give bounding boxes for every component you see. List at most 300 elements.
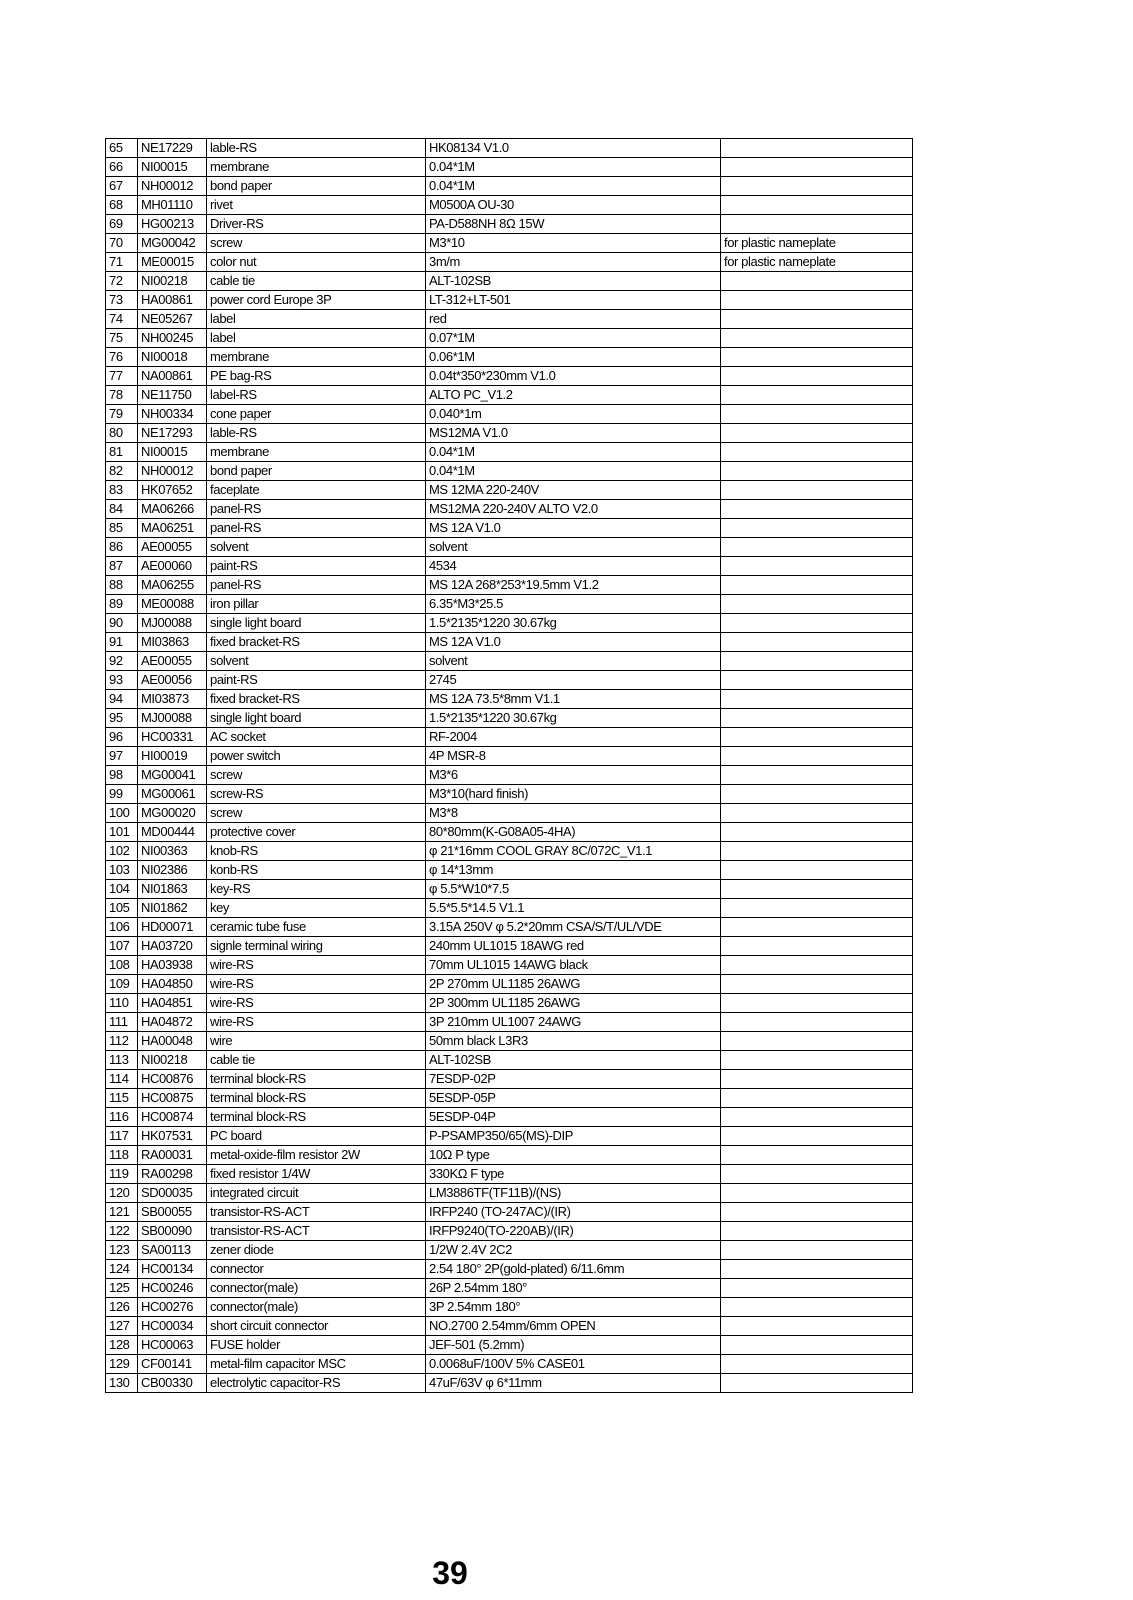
item-number-cell: 79 — [106, 405, 138, 424]
item-number-cell: 65 — [106, 139, 138, 158]
specification-cell: MS12MA 220-240V ALTO V2.0 — [426, 500, 721, 519]
table-row — [106, 1241, 913, 1260]
table-row — [106, 823, 913, 842]
part-code-cell: MG00020 — [138, 804, 207, 823]
item-number-cell: 71 — [106, 253, 138, 272]
table-row — [106, 1374, 913, 1393]
item-number-cell: 68 — [106, 196, 138, 215]
part-name-cell: membrane — [207, 443, 426, 462]
part-code-cell: HC00246 — [138, 1279, 207, 1298]
part-code-cell: NI00015 — [138, 158, 207, 177]
part-name-cell: solvent — [207, 538, 426, 557]
part-name-cell: wire-RS — [207, 975, 426, 994]
table-row — [106, 215, 913, 234]
table-row — [106, 842, 913, 861]
part-name-cell: fixed resistor 1/4W — [207, 1165, 426, 1184]
table-row — [106, 1336, 913, 1355]
table-row — [106, 329, 913, 348]
item-number-cell: 129 — [106, 1355, 138, 1374]
item-number-cell: 124 — [106, 1260, 138, 1279]
part-code-cell: NI01862 — [138, 899, 207, 918]
specification-cell: LT-312+LT-501 — [426, 291, 721, 310]
part-code-cell: HC00874 — [138, 1108, 207, 1127]
specification-cell: 7ESDP-02P — [426, 1070, 721, 1089]
part-name-cell: connector — [207, 1260, 426, 1279]
table-row — [106, 633, 913, 652]
remark-cell — [721, 1241, 913, 1260]
item-number-cell: 95 — [106, 709, 138, 728]
item-number-cell: 102 — [106, 842, 138, 861]
remark-cell — [721, 500, 913, 519]
specification-cell: 50mm black L3R3 — [426, 1032, 721, 1051]
remark-cell — [721, 158, 913, 177]
item-number-cell: 109 — [106, 975, 138, 994]
specification-cell: 0.07*1M — [426, 329, 721, 348]
remark-cell — [721, 1298, 913, 1317]
item-number-cell: 76 — [106, 348, 138, 367]
part-name-cell: cable tie — [207, 1051, 426, 1070]
part-code-cell: CF00141 — [138, 1355, 207, 1374]
part-name-cell: wire-RS — [207, 994, 426, 1013]
remark-cell — [721, 1051, 913, 1070]
specification-cell: 47uF/63V φ 6*11mm — [426, 1374, 721, 1393]
item-number-cell: 98 — [106, 766, 138, 785]
remark-cell — [721, 1127, 913, 1146]
specification-cell: 2.54 180° 2P(gold-plated) 6/11.6mm — [426, 1260, 721, 1279]
part-name-cell: power switch — [207, 747, 426, 766]
part-code-cell: SA00113 — [138, 1241, 207, 1260]
remark-cell — [721, 652, 913, 671]
item-number-cell: 101 — [106, 823, 138, 842]
part-code-cell: MD00444 — [138, 823, 207, 842]
remark-cell — [721, 538, 913, 557]
specification-cell: 5ESDP-04P — [426, 1108, 721, 1127]
remark-cell — [721, 481, 913, 500]
part-code-cell: NI02386 — [138, 861, 207, 880]
specification-cell: φ 14*13mm — [426, 861, 721, 880]
table-row — [106, 405, 913, 424]
remark-cell — [721, 633, 913, 652]
specification-cell: 3P 210mm UL1007 24AWG — [426, 1013, 721, 1032]
table-row — [106, 386, 913, 405]
part-name-cell: paint-RS — [207, 557, 426, 576]
table-row — [106, 899, 913, 918]
remark-cell — [721, 1146, 913, 1165]
part-name-cell: terminal block-RS — [207, 1108, 426, 1127]
part-name-cell: metal-oxide-film resistor 2W — [207, 1146, 426, 1165]
item-number-cell: 72 — [106, 272, 138, 291]
part-name-cell: screw — [207, 804, 426, 823]
part-code-cell: NE17293 — [138, 424, 207, 443]
item-number-cell: 89 — [106, 595, 138, 614]
part-code-cell: MH01110 — [138, 196, 207, 215]
part-code-cell: SB00090 — [138, 1222, 207, 1241]
part-code-cell: NH00012 — [138, 462, 207, 481]
table-row — [106, 1146, 913, 1165]
part-code-cell: HG00213 — [138, 215, 207, 234]
specification-cell: 0.04*1M — [426, 443, 721, 462]
remark-cell — [721, 1184, 913, 1203]
item-number-cell: 66 — [106, 158, 138, 177]
part-code-cell: MI03873 — [138, 690, 207, 709]
part-code-cell: RA00298 — [138, 1165, 207, 1184]
remark-cell — [721, 861, 913, 880]
specification-cell: 3m/m — [426, 253, 721, 272]
parts-table — [105, 138, 913, 1393]
specification-cell: 5ESDP-05P — [426, 1089, 721, 1108]
part-name-cell: single light board — [207, 709, 426, 728]
part-name-cell: zener diode — [207, 1241, 426, 1260]
page-number: 39 — [432, 1555, 468, 1591]
item-number-cell: 84 — [106, 500, 138, 519]
specification-cell: MS 12A 73.5*8mm V1.1 — [426, 690, 721, 709]
part-name-cell: membrane — [207, 158, 426, 177]
table-row — [106, 557, 913, 576]
part-name-cell: screw — [207, 766, 426, 785]
remark-cell — [721, 139, 913, 158]
specification-cell: 4P MSR-8 — [426, 747, 721, 766]
item-number-cell: 81 — [106, 443, 138, 462]
part-name-cell: lable-RS — [207, 424, 426, 443]
specification-cell: 80*80mm(K-G08A05-4HA) — [426, 823, 721, 842]
table-row — [106, 1298, 913, 1317]
table-row — [106, 1279, 913, 1298]
part-code-cell: AE00055 — [138, 652, 207, 671]
part-code-cell: ME00015 — [138, 253, 207, 272]
specification-cell: P-PSAMP350/65(MS)-DIP — [426, 1127, 721, 1146]
part-code-cell: NI00015 — [138, 443, 207, 462]
part-name-cell: panel-RS — [207, 519, 426, 538]
item-number-cell: 91 — [106, 633, 138, 652]
item-number-cell: 92 — [106, 652, 138, 671]
remark-cell — [721, 329, 913, 348]
part-code-cell: NE11750 — [138, 386, 207, 405]
part-name-cell: integrated circuit — [207, 1184, 426, 1203]
specification-cell: MS12MA V1.0 — [426, 424, 721, 443]
specification-cell: M3*10 — [426, 234, 721, 253]
part-code-cell: NI00218 — [138, 1051, 207, 1070]
part-name-cell: paint-RS — [207, 671, 426, 690]
table-row — [106, 1070, 913, 1089]
table-row — [106, 1108, 913, 1127]
specification-cell: M3*10(hard finish) — [426, 785, 721, 804]
part-code-cell: HD00071 — [138, 918, 207, 937]
specification-cell: 2745 — [426, 671, 721, 690]
part-code-cell: MJ00088 — [138, 709, 207, 728]
remark-cell — [721, 1070, 913, 1089]
table-row — [106, 1184, 913, 1203]
specification-cell: 0.04*1M — [426, 462, 721, 481]
table-row — [106, 880, 913, 899]
specification-cell: 0.04*1M — [426, 158, 721, 177]
specification-cell: LM3886TF(TF11B)/(NS) — [426, 1184, 721, 1203]
table-row — [106, 747, 913, 766]
part-name-cell: electrolytic capacitor-RS — [207, 1374, 426, 1393]
item-number-cell: 113 — [106, 1051, 138, 1070]
part-name-cell: cable tie — [207, 272, 426, 291]
part-name-cell: membrane — [207, 348, 426, 367]
item-number-cell: 125 — [106, 1279, 138, 1298]
specification-cell: HK08134 V1.0 — [426, 139, 721, 158]
remark-cell — [721, 671, 913, 690]
parts-table-body — [106, 139, 913, 1393]
part-code-cell: MG00041 — [138, 766, 207, 785]
part-code-cell: NI00218 — [138, 272, 207, 291]
part-name-cell: iron pillar — [207, 595, 426, 614]
table-row — [106, 709, 913, 728]
part-name-cell: PE bag-RS — [207, 367, 426, 386]
item-number-cell: 86 — [106, 538, 138, 557]
remark-cell — [721, 899, 913, 918]
part-name-cell: single light board — [207, 614, 426, 633]
part-code-cell: HC00034 — [138, 1317, 207, 1336]
specification-cell: M0500A OU-30 — [426, 196, 721, 215]
specification-cell: PA-D588NH 8Ω 15W — [426, 215, 721, 234]
item-number-cell: 73 — [106, 291, 138, 310]
specification-cell: 6.35*M3*25.5 — [426, 595, 721, 614]
part-name-cell: key-RS — [207, 880, 426, 899]
table-row — [106, 595, 913, 614]
part-code-cell: NE17229 — [138, 139, 207, 158]
remark-cell — [721, 880, 913, 899]
remark-cell — [721, 1108, 913, 1127]
part-code-cell: HI00019 — [138, 747, 207, 766]
part-name-cell: FUSE holder — [207, 1336, 426, 1355]
part-code-cell: MA06255 — [138, 576, 207, 595]
item-number-cell: 104 — [106, 880, 138, 899]
item-number-cell: 105 — [106, 899, 138, 918]
part-name-cell: bond paper — [207, 177, 426, 196]
part-name-cell: wire — [207, 1032, 426, 1051]
item-number-cell: 120 — [106, 1184, 138, 1203]
part-name-cell: key — [207, 899, 426, 918]
table-row — [106, 177, 913, 196]
remark-cell — [721, 975, 913, 994]
table-row — [106, 918, 913, 937]
part-code-cell: AE00056 — [138, 671, 207, 690]
remark-cell — [721, 1089, 913, 1108]
table-row — [106, 1051, 913, 1070]
remark-cell — [721, 367, 913, 386]
table-row — [106, 367, 913, 386]
specification-cell: 5.5*5.5*14.5 V1.1 — [426, 899, 721, 918]
part-name-cell: fixed bracket-RS — [207, 690, 426, 709]
part-name-cell: terminal block-RS — [207, 1089, 426, 1108]
table-row — [106, 1089, 913, 1108]
part-name-cell: label — [207, 329, 426, 348]
specification-cell: NO.2700 2.54mm/6mm OPEN — [426, 1317, 721, 1336]
item-number-cell: 108 — [106, 956, 138, 975]
part-name-cell: label — [207, 310, 426, 329]
remark-cell — [721, 462, 913, 481]
part-name-cell: terminal block-RS — [207, 1070, 426, 1089]
part-code-cell: MA06251 — [138, 519, 207, 538]
part-code-cell: HC00063 — [138, 1336, 207, 1355]
item-number-cell: 103 — [106, 861, 138, 880]
item-number-cell: 78 — [106, 386, 138, 405]
table-row — [106, 690, 913, 709]
part-code-cell: HC00134 — [138, 1260, 207, 1279]
part-code-cell: HK07652 — [138, 481, 207, 500]
remark-cell — [721, 1013, 913, 1032]
item-number-cell: 77 — [106, 367, 138, 386]
remark-cell — [721, 215, 913, 234]
part-name-cell: short circuit connector — [207, 1317, 426, 1336]
table-row — [106, 937, 913, 956]
table-row — [106, 1013, 913, 1032]
table-row — [106, 1260, 913, 1279]
remark-cell — [721, 386, 913, 405]
table-row — [106, 614, 913, 633]
remark-cell — [721, 1260, 913, 1279]
table-row — [106, 576, 913, 595]
remark-cell — [721, 576, 913, 595]
remark-cell — [721, 177, 913, 196]
specification-cell: ALT-102SB — [426, 1051, 721, 1070]
part-code-cell: HA00048 — [138, 1032, 207, 1051]
table-row — [106, 671, 913, 690]
remark-cell — [721, 1279, 913, 1298]
part-code-cell: RA00031 — [138, 1146, 207, 1165]
remark-cell — [721, 614, 913, 633]
table-row — [106, 481, 913, 500]
part-name-cell: metal-film capacitor MSC — [207, 1355, 426, 1374]
remark-cell — [721, 291, 913, 310]
part-name-cell: knob-RS — [207, 842, 426, 861]
item-number-cell: 106 — [106, 918, 138, 937]
part-name-cell: power cord Europe 3P — [207, 291, 426, 310]
part-name-cell: wire-RS — [207, 1013, 426, 1032]
part-code-cell: MI03863 — [138, 633, 207, 652]
remark-cell — [721, 804, 913, 823]
part-code-cell: HA00861 — [138, 291, 207, 310]
item-number-cell: 75 — [106, 329, 138, 348]
part-name-cell: faceplate — [207, 481, 426, 500]
item-number-cell: 122 — [106, 1222, 138, 1241]
table-row — [106, 424, 913, 443]
remark-cell — [721, 823, 913, 842]
part-code-cell: MJ00088 — [138, 614, 207, 633]
specification-cell: ALTO PC_V1.2 — [426, 386, 721, 405]
table-row — [106, 861, 913, 880]
specification-cell: 1/2W 2.4V 2C2 — [426, 1241, 721, 1260]
part-name-cell: Driver-RS — [207, 215, 426, 234]
specification-cell: 0.04*1M — [426, 177, 721, 196]
item-number-cell: 123 — [106, 1241, 138, 1260]
item-number-cell: 107 — [106, 937, 138, 956]
specification-cell: MS 12MA 220-240V — [426, 481, 721, 500]
table-row — [106, 234, 913, 253]
item-number-cell: 118 — [106, 1146, 138, 1165]
part-name-cell: wire-RS — [207, 956, 426, 975]
part-code-cell: HA03938 — [138, 956, 207, 975]
item-number-cell: 97 — [106, 747, 138, 766]
remark-cell — [721, 709, 913, 728]
table-row — [106, 956, 913, 975]
table-row — [106, 1165, 913, 1184]
remark-cell — [721, 310, 913, 329]
remark-cell — [721, 1203, 913, 1222]
part-code-cell: AE00060 — [138, 557, 207, 576]
specification-cell: RF-2004 — [426, 728, 721, 747]
part-name-cell: solvent — [207, 652, 426, 671]
remark-cell — [721, 1336, 913, 1355]
part-code-cell: NH00012 — [138, 177, 207, 196]
table-row — [106, 804, 913, 823]
part-name-cell: transistor-RS-ACT — [207, 1203, 426, 1222]
remark-cell — [721, 519, 913, 538]
remark-cell — [721, 766, 913, 785]
item-number-cell: 69 — [106, 215, 138, 234]
part-code-cell: MG00042 — [138, 234, 207, 253]
part-code-cell: HA03720 — [138, 937, 207, 956]
item-number-cell: 93 — [106, 671, 138, 690]
specification-cell: φ 21*16mm COOL GRAY 8C/072C_V1.1 — [426, 842, 721, 861]
part-name-cell: protective cover — [207, 823, 426, 842]
remark-cell — [721, 1355, 913, 1374]
part-name-cell: bond paper — [207, 462, 426, 481]
item-number-cell: 114 — [106, 1070, 138, 1089]
item-number-cell: 96 — [106, 728, 138, 747]
table-row — [106, 785, 913, 804]
remark-cell — [721, 728, 913, 747]
part-code-cell: SD00035 — [138, 1184, 207, 1203]
specification-cell: 70mm UL1015 14AWG black — [426, 956, 721, 975]
part-name-cell: color nut — [207, 253, 426, 272]
item-number-cell: 128 — [106, 1336, 138, 1355]
part-name-cell: konb-RS — [207, 861, 426, 880]
table-row — [106, 1203, 913, 1222]
specification-cell: ALT-102SB — [426, 272, 721, 291]
remark-cell — [721, 747, 913, 766]
item-number-cell: 85 — [106, 519, 138, 538]
specification-cell: 2P 270mm UL1185 26AWG — [426, 975, 721, 994]
table-row — [106, 519, 913, 538]
part-code-cell: CB00330 — [138, 1374, 207, 1393]
part-code-cell: HK07531 — [138, 1127, 207, 1146]
item-number-cell: 111 — [106, 1013, 138, 1032]
specification-cell: 0.040*1m — [426, 405, 721, 424]
table-row — [106, 1222, 913, 1241]
part-code-cell: MA06266 — [138, 500, 207, 519]
item-number-cell: 70 — [106, 234, 138, 253]
part-name-cell: label-RS — [207, 386, 426, 405]
specification-cell: 3.15A 250V φ 5.2*20mm CSA/S/T/UL/VDE — [426, 918, 721, 937]
specification-cell: solvent — [426, 538, 721, 557]
specification-cell: φ 5.5*W10*7.5 — [426, 880, 721, 899]
remark-cell — [721, 918, 913, 937]
part-code-cell: NE05267 — [138, 310, 207, 329]
part-name-cell: screw-RS — [207, 785, 426, 804]
specification-cell: IRFP9240(TO-220AB)/(IR) — [426, 1222, 721, 1241]
part-name-cell: screw — [207, 234, 426, 253]
remark-cell — [721, 937, 913, 956]
specification-cell: 3P 2.54mm 180° — [426, 1298, 721, 1317]
part-name-cell: cone paper — [207, 405, 426, 424]
remark-cell — [721, 1374, 913, 1393]
part-name-cell: signle terminal wiring — [207, 937, 426, 956]
table-row — [106, 272, 913, 291]
specification-cell: 26P 2.54mm 180° — [426, 1279, 721, 1298]
specification-cell: 240mm UL1015 18AWG red — [426, 937, 721, 956]
specification-cell: 10Ω P type — [426, 1146, 721, 1165]
item-number-cell: 126 — [106, 1298, 138, 1317]
part-code-cell: SB00055 — [138, 1203, 207, 1222]
part-name-cell: fixed bracket-RS — [207, 633, 426, 652]
remark-cell — [721, 1222, 913, 1241]
specification-cell: M3*6 — [426, 766, 721, 785]
part-name-cell: connector(male) — [207, 1298, 426, 1317]
